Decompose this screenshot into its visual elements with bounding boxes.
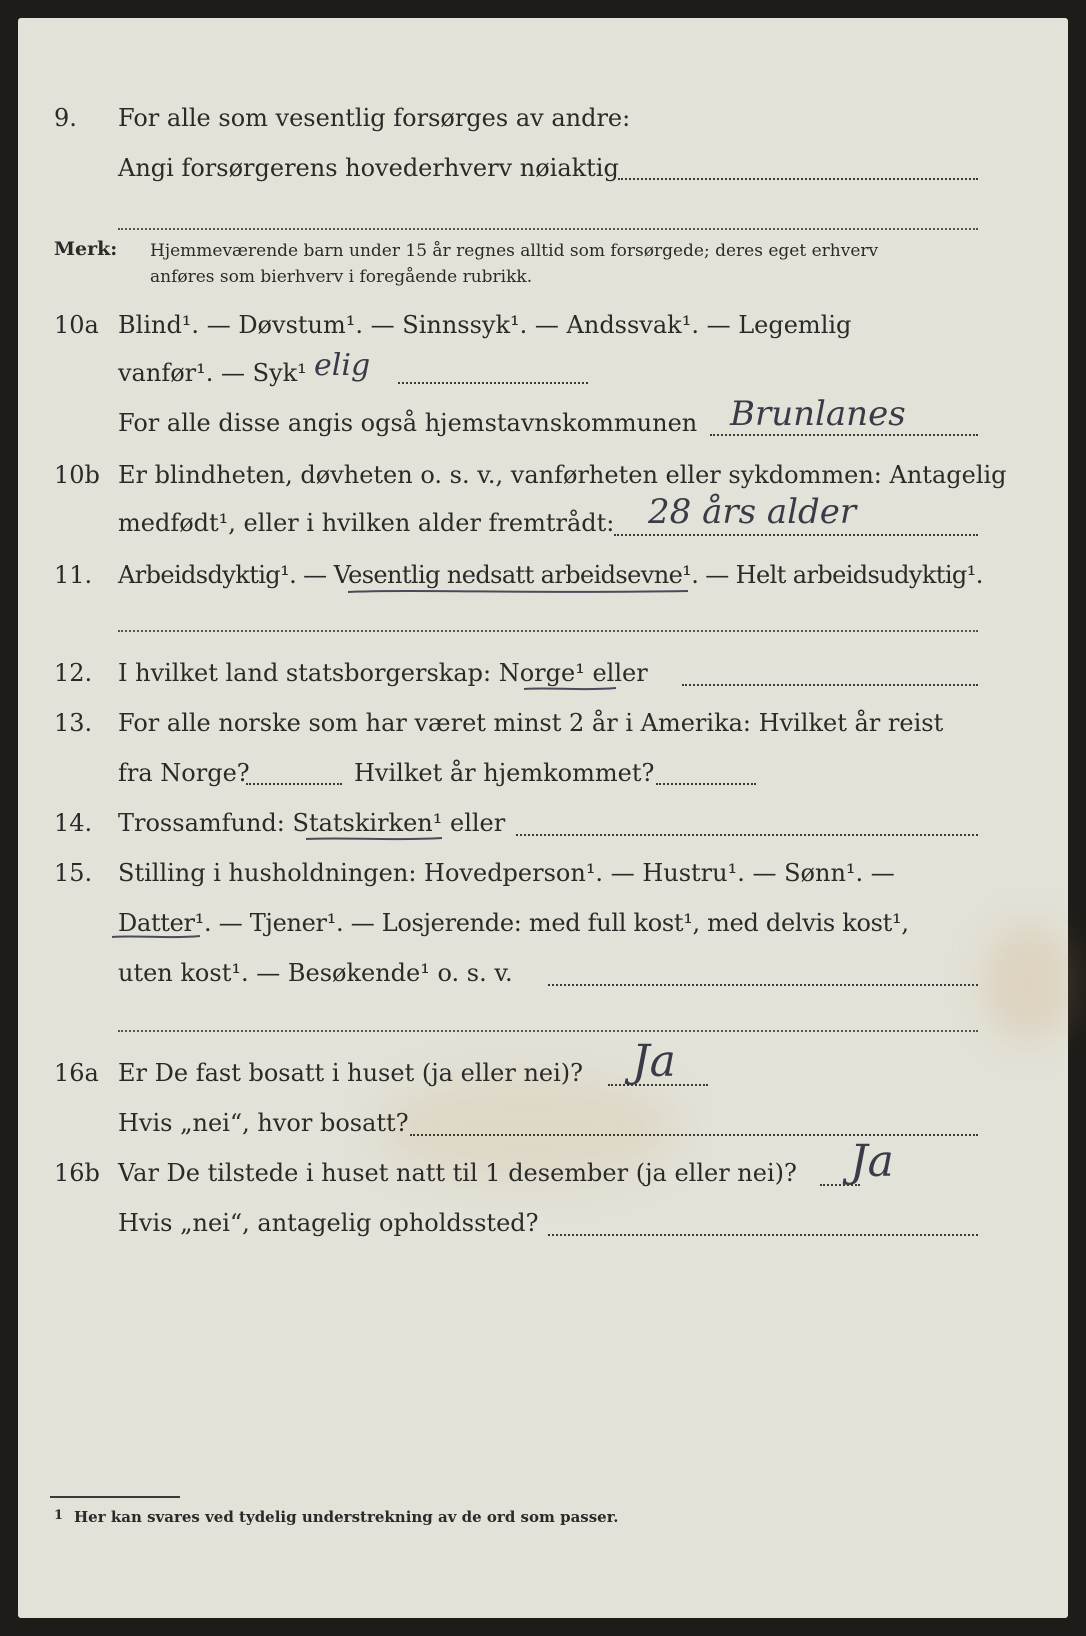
q11-answer-line[interactable] [118, 630, 978, 632]
q10a-line3: For alle disse angis også hjemstavnskommunen [118, 409, 698, 437]
q10a-number: 10a [54, 311, 99, 339]
paper-stain [983, 923, 1073, 1043]
q16b-whereabouts-field[interactable] [548, 1234, 978, 1236]
q16b-answer-field[interactable] [820, 1184, 860, 1186]
q13-line1: For alle norske som har været minst 2 år i Amerika: Hvilket år reist [118, 709, 944, 737]
q12-number: 12. [54, 659, 93, 687]
q16a-handwritten-answer: Ja [632, 1036, 676, 1087]
q16b-line1: Var De tilstede i huset natt til 1 desember (ja eller nei)? [118, 1159, 797, 1187]
q16a-line2: Hvis „nei“, hvor bosatt? [118, 1109, 409, 1137]
q10b-line2: medfødt¹, eller i hvilken alder fremtrådt: [118, 509, 615, 537]
q16b-number: 16b [54, 1159, 100, 1187]
q10b-line1: Er blindheten, døvheten o. s. v., vanførheten eller sykdommen: Antagelig [118, 461, 1007, 489]
q11-text: Arbeidsdyktig¹. — Vesentlig nedsatt arbeidsevne¹. — Helt arbeidsudyktig¹. [118, 561, 983, 589]
q12-answer-field[interactable] [682, 684, 978, 686]
q16a-number: 16a [54, 1059, 99, 1087]
q11-number: 11. [54, 561, 93, 589]
q14-answer-field[interactable] [516, 834, 978, 836]
merk-label: Merk: [54, 238, 118, 260]
q9-line1: For alle som vesentlig forsørges av andre: [118, 104, 631, 132]
q10a-line1: Blind¹. — Døvstum¹. — Sinnssyk¹. — Andssvak¹. — Legemlig [118, 311, 852, 339]
q14-handwritten-underline [304, 834, 444, 844]
q13-year-returned-field[interactable] [656, 783, 756, 785]
q13-year-left-field[interactable] [246, 783, 342, 785]
q15-line3: uten kost¹. — Besøkende¹ o. s. v. [118, 959, 513, 987]
q10b-handwritten-answer: 28 års alder [648, 492, 857, 532]
q10a-answer-field[interactable] [398, 382, 588, 384]
q10b-number: 10b [54, 461, 100, 489]
footnote-rule [50, 1496, 180, 1498]
q9-line2: Angi forsørgerens hovederhverv nøiaktig [118, 154, 619, 182]
merk-line2: anføres som bierhverv i foregående rubrikk. [150, 267, 533, 287]
q14-number: 14. [54, 809, 93, 837]
q15-answer-field[interactable] [548, 984, 978, 986]
q15-answer-line[interactable] [118, 1030, 978, 1032]
merk-line1: Hjemmeværende barn under 15 år regnes alltid som forsørgede; deres eget erhverv [150, 241, 879, 261]
q16a-answer-field[interactable] [608, 1084, 708, 1086]
q16b-line2: Hvis „nei“, antagelig opholdssted? [118, 1209, 539, 1237]
footnote-mark: 1 [54, 1508, 64, 1523]
q9-answer-line[interactable] [118, 228, 978, 230]
q12-handwritten-underline [522, 684, 618, 694]
q13-number: 13. [54, 709, 93, 737]
q9-answer-field[interactable] [618, 178, 978, 180]
q9-number: 9. [54, 104, 77, 132]
q10a-handwritten-answer: elig [314, 348, 371, 383]
q12-text: I hvilket land statsborgerskap: Norge¹ eller [118, 659, 648, 687]
q15-line1: Stilling i husholdningen: Hovedperson¹. — Hustru¹. — Sønn¹. — [118, 859, 895, 887]
q10a-line2: vanfør¹. — Syk¹ [118, 359, 307, 387]
q10a-municipality-field[interactable] [710, 434, 978, 436]
q11-handwritten-underline [346, 586, 690, 598]
q15-handwritten-underline [110, 932, 202, 942]
q10b-answer-field[interactable] [614, 534, 978, 536]
q13-line2a: fra Norge? [118, 759, 250, 787]
census-form-page [18, 18, 1068, 1618]
q14-text: Trossamfund: Statskirken¹ eller [118, 809, 506, 837]
q13-line2b: Hvilket år hjemkommet? [354, 759, 655, 787]
footnote-text: Her kan svares ved tydelig understrekning av de ord som passer. [74, 1508, 619, 1526]
q16b-handwritten-answer: Ja [850, 1136, 894, 1187]
q15-line2: Datter¹. — Tjener¹. — Losjerende: med full kost¹, med delvis kost¹, [118, 909, 909, 937]
q10a-handwritten-municipality: Brunlanes [730, 394, 906, 434]
q15-number: 15. [54, 859, 93, 887]
q16a-line1: Er De fast bosatt i huset (ja eller nei)? [118, 1059, 584, 1087]
